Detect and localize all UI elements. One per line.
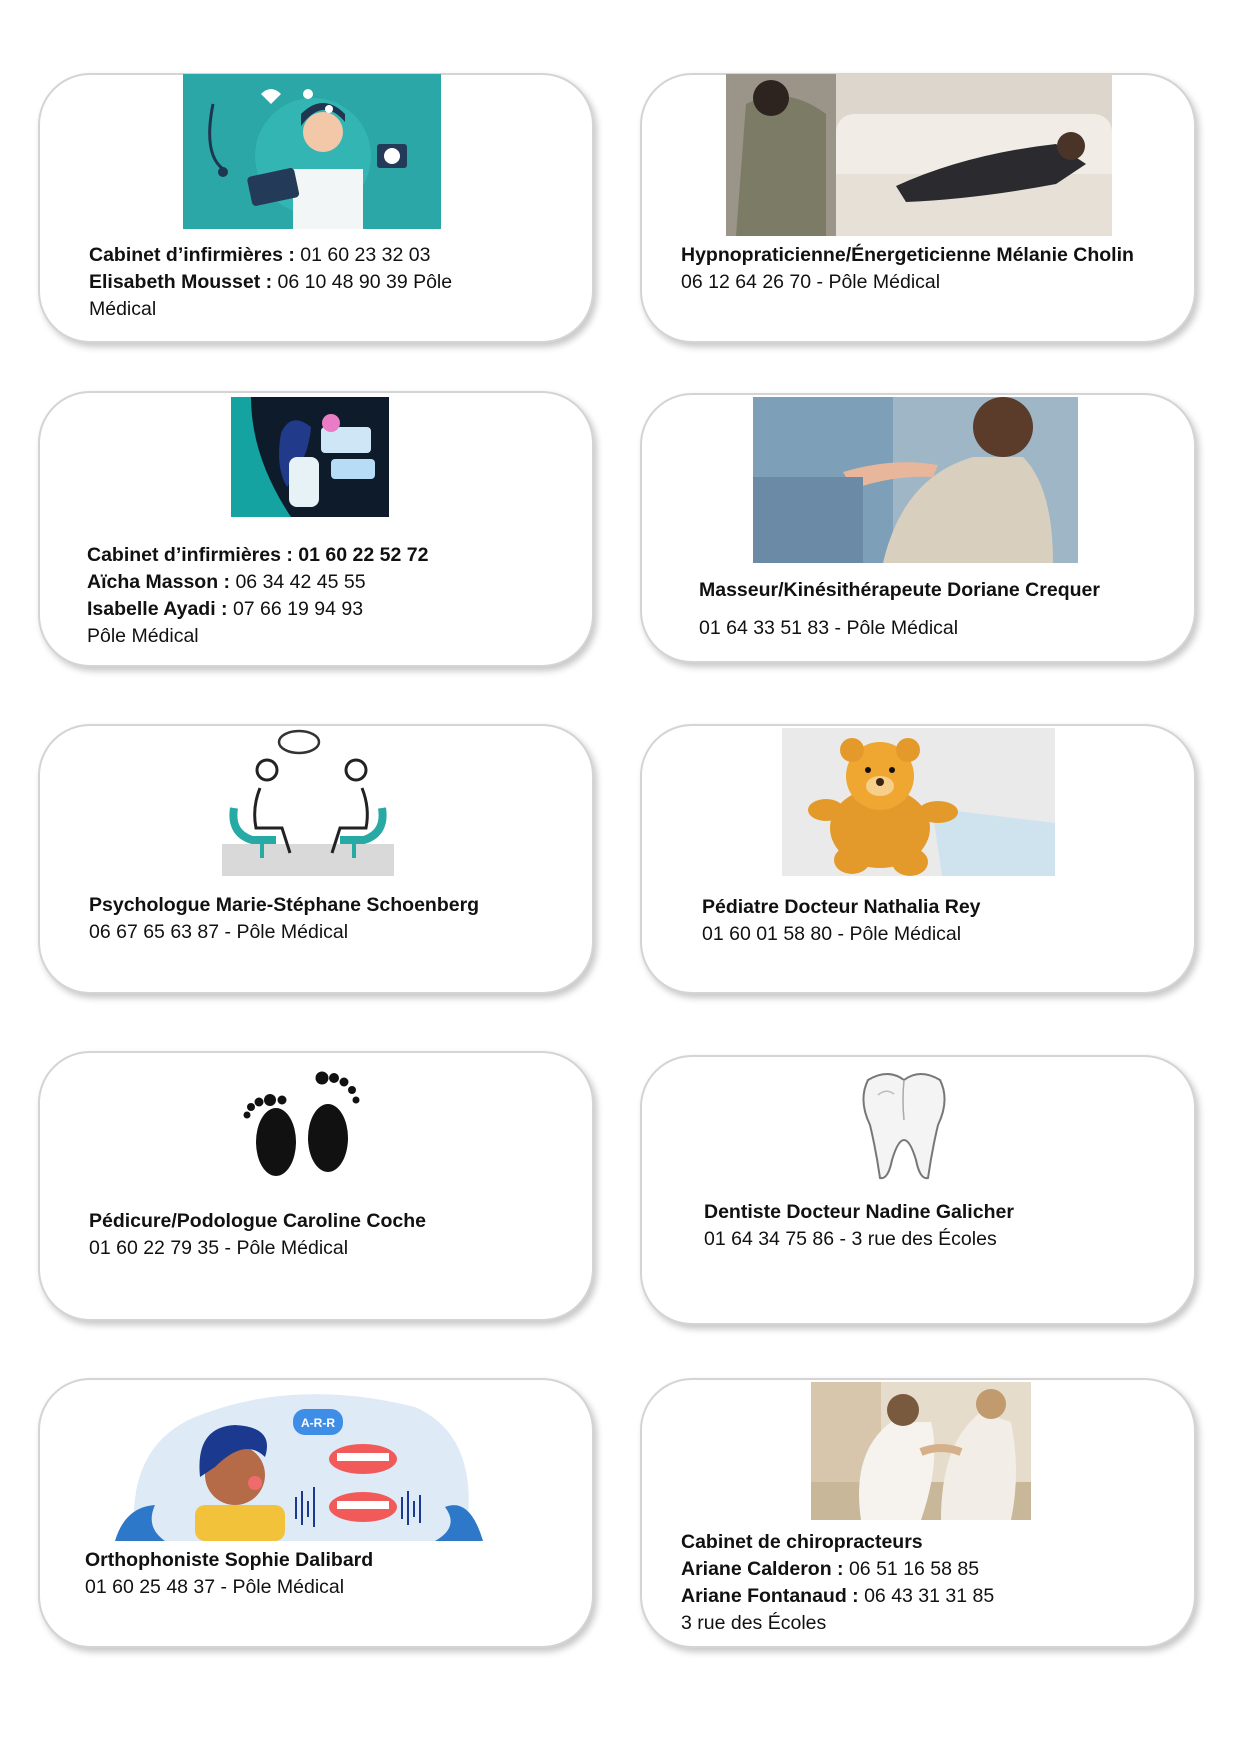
card-ortho-text: Orthophoniste Sophie Dalibard 01 60 25 48 37 - Pôle Médical	[85, 1549, 374, 1598]
massage-photo-icon	[753, 397, 1078, 563]
hypnotherapy-photo-icon	[726, 74, 1112, 236]
card-pedicure-text: Pédicure/Podologue Caroline Coche 01 60 22 79 35 - Pôle Médical	[89, 1210, 426, 1259]
card-dentiste-text: Dentiste Docteur Nadine Galicher 01 64 34 75 86 - 3 rue des Écoles	[704, 1201, 1014, 1250]
teddy-bear-photo-icon	[782, 728, 1055, 876]
therapy-conversation-icon	[222, 728, 394, 876]
card-chiro-text: Cabinet de chiropracteurs Ariane Calderon : 06 51 16 58 85 Ariane Fontanaud : 06 43 31 31 85 3 rue des Écoles	[681, 1531, 995, 1634]
card-hypno-text: Hypnopraticienne/Énergeticienne Mélanie Cholin 06 12 64 26 70 - Pôle Médical	[681, 244, 1134, 293]
speech-bubble-label: A-R-R	[301, 1416, 335, 1430]
card-masseur-text: Masseur/Kinésithérapeute Doriane Crequer 01 64 33 51 83 - Pôle Médical	[699, 579, 1100, 639]
nurse-with-clipboard-icon	[183, 74, 441, 229]
card-nurses-1-text: Cabinet d’infirmières : 01 60 23 32 03 Elisabeth Mousset : 06 10 48 90 39 Pôle Médical	[89, 244, 453, 320]
chiropractic-photo-icon	[811, 1382, 1031, 1520]
card-psycho-text: Psychologue Marie-Stéphane Schoenberg 06 67 65 63 87 - Pôle Médical	[89, 894, 480, 943]
nurse-with-screen-icon	[231, 397, 389, 517]
card-pediatre-text: Pédiatre Docteur Nathalia Rey 01 60 01 58 80 - Pôle Médical	[702, 896, 981, 945]
footprints-icon	[242, 1070, 362, 1190]
card-nurses-2-text: Cabinet d’infirmières : 01 60 22 52 72 Aïcha Masson : 06 34 42 45 55 Isabelle Ayadi : 07 66 19 94 93 Pôle Médical	[87, 544, 429, 647]
speech-therapy-icon	[115, 1387, 483, 1541]
tooth-icon	[858, 1070, 950, 1182]
